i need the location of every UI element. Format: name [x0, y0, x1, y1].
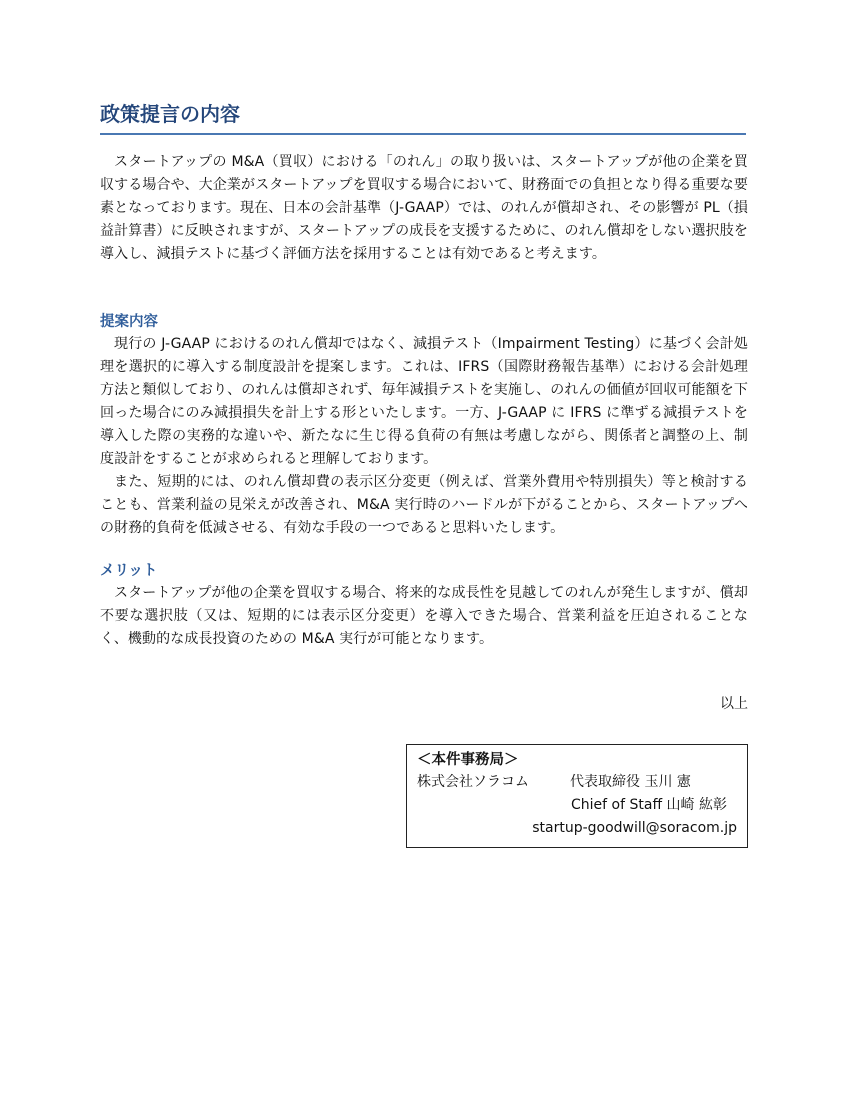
proposal-section — [100, 311, 748, 540]
intro-paragraph: スタートアップの M&A（買収）における「のれん」の取り扱いは、スタートアップが他の企業を買収する場合や、大企業がスタートアップを買収する場合において、財務面での負担となり得る重要な要素となっております。現在、日本の会計基準（J-GAAP）では、のれんが償却され、その影響が PL（損益計算書）に反映されますが、スタートアップの成長を支援するために、のれん償却をしない選択肢を導入し、減損テストに基づく評価方法を採用することは有効であると考えます。 — [100, 154, 748, 262]
contact-company: 株式会社ソラコム — [417, 774, 529, 790]
contact-title: ＜本件事務局＞ — [417, 752, 519, 768]
proposal-heading: 提案内容 — [100, 314, 158, 330]
intro-section — [100, 151, 748, 266]
merit-section — [100, 560, 748, 651]
merit-paragraph: スタートアップが他の企業を買収する場合、将来的な成長性を見越してのれんが発生しますが、償却不要な選択肢（又は、短期的には表示区分変更）を導入できた場合、営業利益を圧迫されることなく、機動的な成長投資のための M&A 実行が可能となります。 — [100, 585, 748, 647]
contact-representative: 代表取締役 玉川 憲 — [570, 774, 691, 790]
contact-staff: Chief of Staff 山崎 紘彰 — [571, 797, 727, 813]
closing-text: 以上 — [720, 696, 748, 712]
merit-heading: メリット — [100, 563, 158, 579]
contact-box — [406, 744, 748, 848]
proposal-paragraph-1: 現行の J-GAAP におけるのれん償却ではなく、減損テスト（Impairment Testing）に基づく会計処理を選択的に導入する制度設計を提案します。これは、IFRS（国際財務報告基準）における会計処理方法と類似しており、のれんは償却されず、毎年減損テストを実施し、のれんの価値が回収可能額を下回った場合にのみ減損損失を計上する形といたします。一方、J-GAAP に IFRS に準ずる減損テストを導入した際の実務的な違いや、新たなに生じ得る負荷の有無は考慮しながら、関係者と調整の上、制度設計をすることが求められると理解しております。 — [100, 336, 748, 467]
section-title: 政策提言の内容 — [100, 100, 746, 135]
contact-email[interactable]: startup-goodwill@soracom.jp — [532, 820, 737, 836]
proposal-paragraph-2: また、短期的には、のれん償却費の表示区分変更（例えば、営業外費用や特別損失）等と検討することも、営業利益の見栄えが改善され、M&A 実行時のハードルが下がることから、スタートアップへの財務的負荷を低減させる、有効な手段の一つであると思料いたします。 — [100, 474, 748, 536]
